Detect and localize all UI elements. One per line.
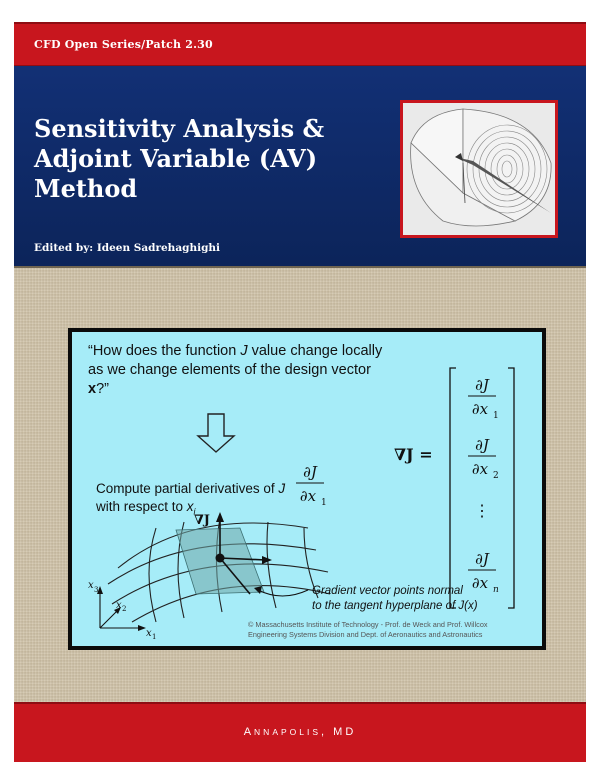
title-line-1: Sensitivity Analysis &: [34, 114, 325, 143]
axis-x1-label: x: [146, 628, 152, 639]
mit-credit: [248, 620, 544, 639]
tangent-point: [216, 554, 225, 563]
vec-sub-n: n: [493, 585, 499, 595]
compute-i: i: [193, 506, 196, 517]
contour-figure: [400, 100, 558, 238]
gradient-slide: [68, 328, 546, 650]
top-red-bar: [14, 22, 586, 66]
vec-vdots: ⋮: [474, 501, 490, 520]
location-state: , MD: [321, 726, 357, 738]
editor-credit: Edited by: Ideen Sadrehaghighi: [34, 242, 221, 254]
contour-plot-image: [403, 103, 555, 235]
vec-dx-n: ∂x: [471, 574, 489, 592]
mid-dx: ∂x: [299, 487, 317, 505]
quote-text-2: value change locally as we change elements of the design vector: [88, 343, 383, 378]
axis-x2-label: x: [116, 600, 122, 611]
location-rest: NNAPOLIS: [254, 727, 322, 737]
vec-sub-2: 2: [493, 471, 499, 481]
publisher-location: [14, 726, 586, 738]
right-bracket-icon: [508, 368, 514, 608]
location-initial: A: [243, 726, 255, 738]
gradient-note: [312, 584, 542, 614]
linen-panel: [14, 266, 586, 702]
title-line-2: Adjoint Variable (AV): [34, 144, 318, 173]
vec-sub-1: 1: [493, 411, 499, 421]
svg-text:2: 2: [122, 605, 127, 613]
mid-dJ: ∂J: [303, 463, 317, 481]
title-band: [14, 66, 586, 266]
credit-line-2: Engineering Systems Division and Dept. of Aeronautics and Astronautics: [248, 629, 483, 639]
book-title: [34, 114, 354, 204]
vec-dJ-2: ∂J: [475, 436, 489, 454]
compute-text-1: Compute partial derivatives of: [96, 481, 279, 496]
compute-text-2: with respect to: [96, 499, 187, 514]
svg-text:3: 3: [94, 586, 99, 594]
quote-text-3: ?”: [96, 381, 109, 397]
compute-x: x: [186, 499, 194, 514]
down-arrow-icon: [198, 414, 234, 452]
vec-dJ-n: ∂J: [475, 550, 489, 568]
grad-equals: ∇J =: [394, 445, 433, 464]
mid-sub-1: 1: [321, 498, 327, 508]
vec-dx-1: ∂x: [471, 400, 489, 418]
grad-arrow-icon: [216, 512, 224, 522]
quote-text-1: “How does the function: [88, 343, 241, 359]
bottom-red-bar: [14, 702, 586, 762]
credit-line-1: © Massachusetts Institute of Technology - Prof. de Weck and Prof. Willcox: [248, 620, 488, 629]
title-line-3: Method: [34, 174, 138, 203]
grad-label: ∇J: [194, 513, 210, 528]
quote-x: x: [88, 381, 97, 397]
quote-J: J: [240, 343, 248, 359]
note-line-2: to the tangent hyperplane of J(x): [312, 600, 478, 612]
vec-dx-2: ∂x: [471, 460, 489, 478]
series-label: CFD Open Series/Patch 2.30: [34, 38, 213, 51]
note-line-1: Gradient vector points normal: [312, 585, 463, 597]
left-bracket-icon: [450, 368, 456, 608]
vec-dJ-1: ∂J: [475, 376, 489, 394]
compute-J: J: [278, 481, 286, 496]
axis-x3-label: x: [88, 580, 94, 591]
svg-text:1: 1: [152, 633, 157, 641]
